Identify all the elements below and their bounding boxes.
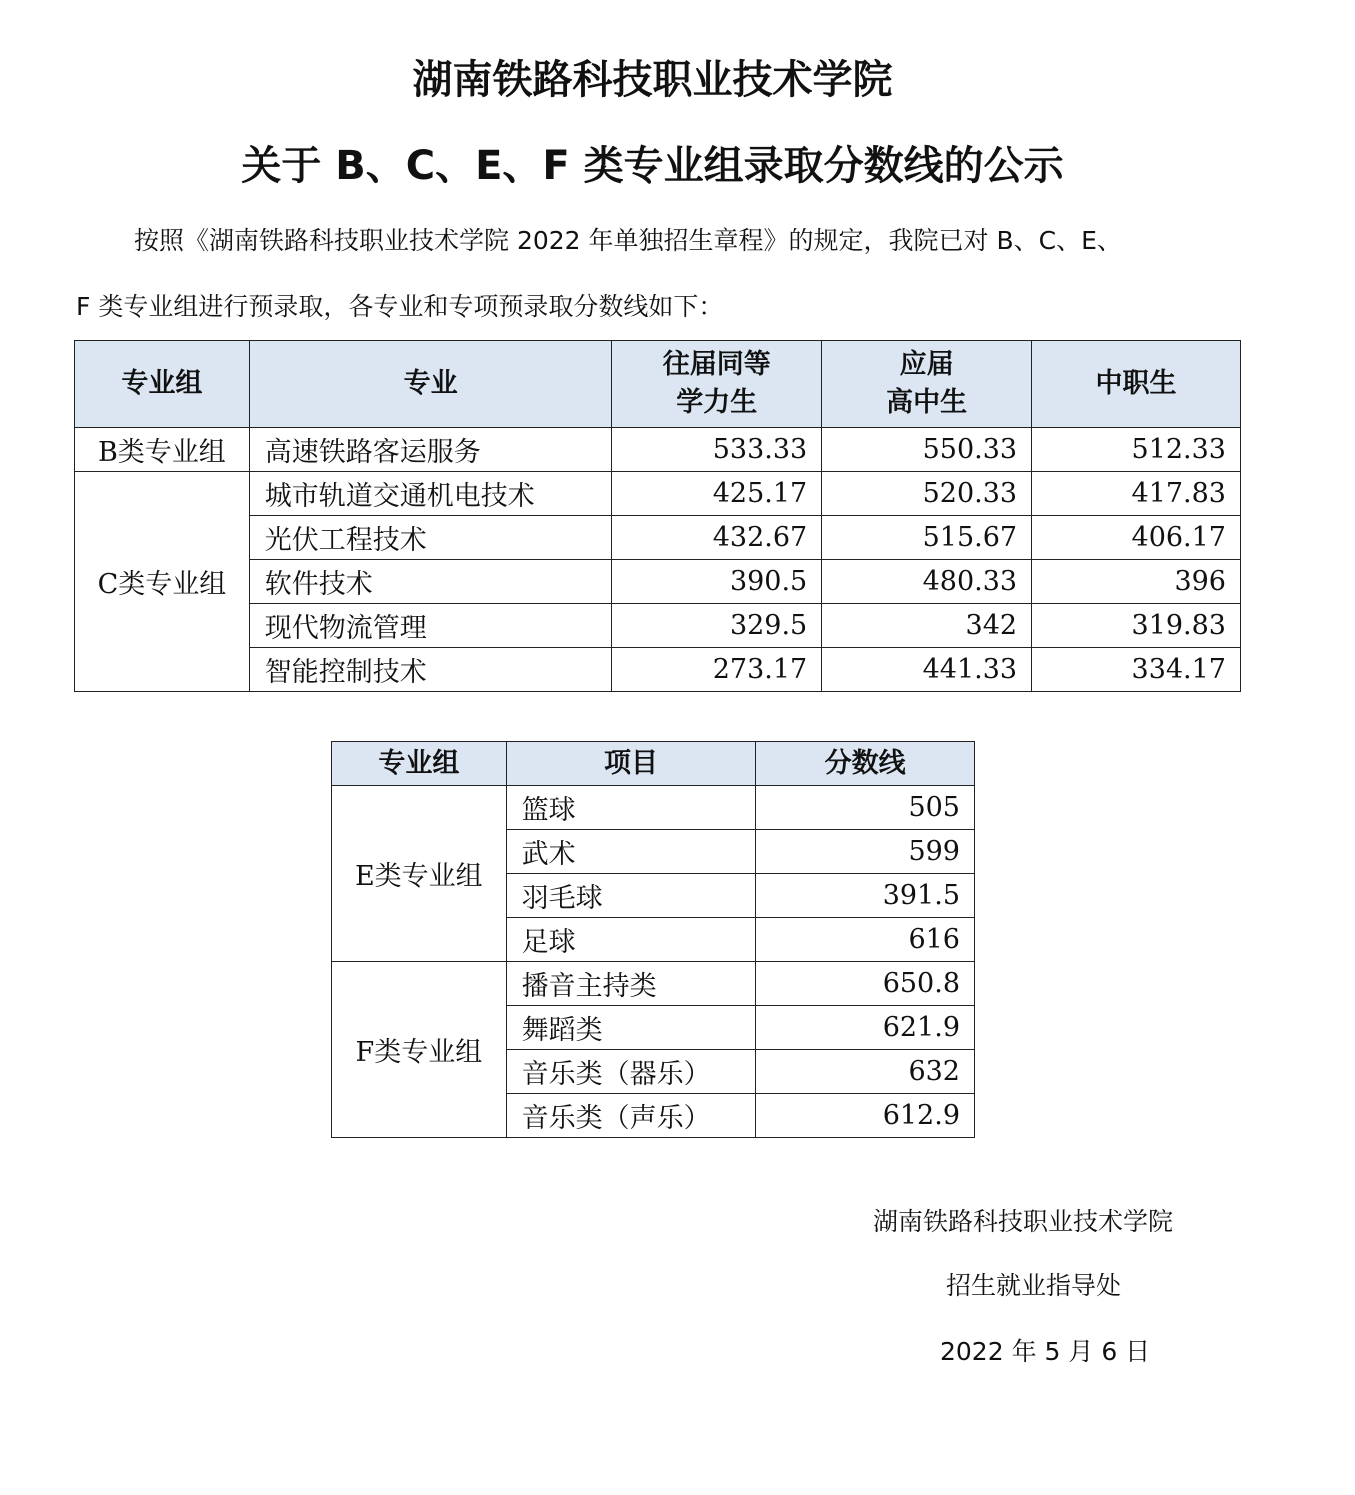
major-cell: 高速铁路客运服务 xyxy=(249,428,612,472)
item-cell: 足球 xyxy=(506,918,756,962)
item-cell: 音乐类（声乐） xyxy=(506,1094,756,1138)
header-past-line2: 学力生 xyxy=(676,387,758,418)
item-cell: 音乐类（器乐） xyxy=(506,1050,756,1094)
current-score-cell: 342 xyxy=(822,604,1032,648)
past-score-cell: 390.5 xyxy=(612,560,822,604)
past-score-cell: 533.33 xyxy=(612,428,822,472)
header-past-students xyxy=(612,341,822,428)
vocational-score-cell: 406.17 xyxy=(1032,516,1241,560)
table-row xyxy=(75,428,1241,472)
item-cell: 武术 xyxy=(506,830,756,874)
score-table-ef xyxy=(331,741,975,1138)
group-cell: C类专业组 xyxy=(75,472,250,692)
header-current-line1: 应届 xyxy=(899,349,954,380)
current-score-cell: 480.33 xyxy=(822,560,1032,604)
vocational-score-cell: 512.33 xyxy=(1032,428,1241,472)
major-cell: 城市轨道交通机电技术 xyxy=(249,472,612,516)
major-cell: 智能控制技术 xyxy=(249,648,612,692)
current-score-cell: 515.67 xyxy=(822,516,1032,560)
table-row xyxy=(332,786,975,830)
table-row xyxy=(75,472,1241,516)
header-current-students xyxy=(822,341,1032,428)
major-cell: 软件技术 xyxy=(249,560,612,604)
score-cell: 612.9 xyxy=(756,1094,975,1138)
score-cell: 650.8 xyxy=(756,962,975,1006)
group-cell: E类专业组 xyxy=(332,786,507,962)
score-cell: 599 xyxy=(756,830,975,874)
header-current-line2: 高中生 xyxy=(886,387,968,418)
header-score: 分数线 xyxy=(756,742,975,786)
header-item: 项目 xyxy=(506,742,756,786)
signature-org: 湖南铁路科技职业技术学院 xyxy=(873,1207,1174,1236)
table-header-row xyxy=(332,742,975,786)
past-score-cell: 273.17 xyxy=(612,648,822,692)
current-score-cell: 520.33 xyxy=(822,472,1032,516)
past-score-cell: 432.67 xyxy=(612,516,822,560)
table-header-row xyxy=(75,341,1241,428)
header-major: 专业 xyxy=(249,341,612,428)
page-subtitle: 关于 B、C、E、F 类专业组录取分数线的公示 xyxy=(241,143,1064,189)
header-group: 专业组 xyxy=(75,341,250,428)
header-vocational: 中职生 xyxy=(1032,341,1241,428)
score-cell: 391.5 xyxy=(756,874,975,918)
table-row xyxy=(75,648,1241,692)
past-score-cell: 329.5 xyxy=(612,604,822,648)
item-cell: 播音主持类 xyxy=(506,962,756,1006)
major-cell: 现代物流管理 xyxy=(249,604,612,648)
current-score-cell: 441.33 xyxy=(822,648,1032,692)
page-title: 湖南铁路科技职业技术学院 xyxy=(412,57,893,103)
group-cell: B类专业组 xyxy=(75,428,250,472)
current-score-cell: 550.33 xyxy=(822,428,1032,472)
vocational-score-cell: 396 xyxy=(1032,560,1241,604)
vocational-score-cell: 319.83 xyxy=(1032,604,1241,648)
table-row xyxy=(75,604,1241,648)
group-cell: F类专业组 xyxy=(332,962,507,1138)
item-cell: 篮球 xyxy=(506,786,756,830)
item-cell: 羽毛球 xyxy=(506,874,756,918)
score-cell: 616 xyxy=(756,918,975,962)
score-cell: 621.9 xyxy=(756,1006,975,1050)
score-cell: 632 xyxy=(756,1050,975,1094)
signature-dept: 招生就业指导处 xyxy=(946,1271,1122,1300)
intro-line-1: 按照《湖南铁路科技职业技术学院 2022 年单独招生章程》的规定，我院已对 B、C、E、 xyxy=(134,226,1122,255)
item-cell: 舞蹈类 xyxy=(506,1006,756,1050)
vocational-score-cell: 417.83 xyxy=(1032,472,1241,516)
header-past-line1: 往届同等 xyxy=(662,349,771,380)
past-score-cell: 425.17 xyxy=(612,472,822,516)
table-row xyxy=(75,560,1241,604)
vocational-score-cell: 334.17 xyxy=(1032,648,1241,692)
score-cell: 505 xyxy=(756,786,975,830)
intro-line-2: F 类专业组进行预录取，各专业和专项预录取分数线如下： xyxy=(76,292,724,321)
header-group: 专业组 xyxy=(332,742,507,786)
table-row xyxy=(332,962,975,1006)
score-table-bc xyxy=(74,340,1241,692)
signature-date: 2022 年 5 月 6 日 xyxy=(940,1337,1151,1366)
table-row xyxy=(75,516,1241,560)
major-cell: 光伏工程技术 xyxy=(249,516,612,560)
